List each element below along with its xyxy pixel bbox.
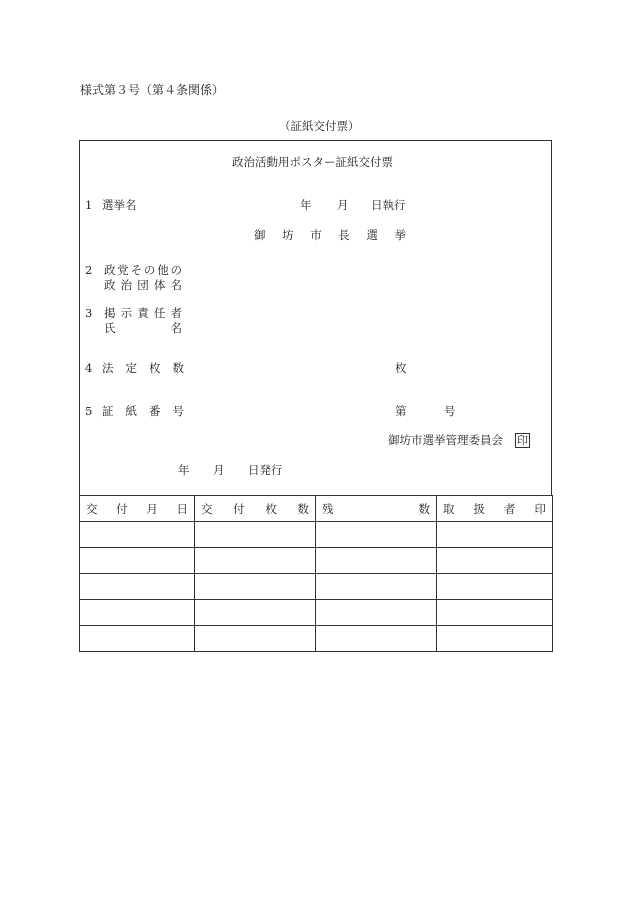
item5-prefix: 第 [395,404,407,418]
table-cell[interactable] [80,600,195,626]
item5-suffix: 号 [444,404,456,418]
issue-year: 年 [178,463,190,477]
table-cell[interactable] [316,626,437,652]
ledger-header-row [80,496,553,522]
col-remaining: 残 数 [316,496,437,522]
table-cell[interactable] [316,522,437,548]
seal-mark: 印 [517,434,528,447]
table-row [80,522,553,548]
table-cell[interactable] [437,522,553,548]
table-cell[interactable] [316,548,437,574]
table-cell[interactable] [316,600,437,626]
table-cell[interactable] [80,548,195,574]
table-cell[interactable] [80,574,195,600]
item1-label: 選挙名 [102,198,137,212]
table-cell[interactable] [195,574,316,600]
table-cell[interactable] [80,522,195,548]
table-cell[interactable] [437,548,553,574]
issuer-name: 御坊市選挙管理委員会 [388,433,503,447]
table-cell[interactable] [195,626,316,652]
document-title: 政治活動用ポスター証紙交付票 [232,155,393,169]
table-row [80,626,553,652]
item2-label-line1: 政 党 そ の 他 の [104,263,182,277]
table-cell[interactable] [195,600,316,626]
table-cell[interactable] [195,548,316,574]
item1-year: 年 [300,198,312,212]
election-name: 御 坊 市 長 選 挙 [254,228,406,242]
issuer-line [388,433,530,448]
item1-day-exec: 日執行 [371,198,406,212]
col-issue-date: 交 付 月 日 [80,496,195,522]
table-row [80,574,553,600]
table-cell[interactable] [195,522,316,548]
item3-label-line1: 掲 示 責 任 者 [104,306,182,320]
item3-label-line2: 氏 名 [104,321,182,335]
table-cell[interactable] [437,574,553,600]
item1-number: 1 [85,198,93,212]
table-row [80,600,553,626]
form-number: 様式第３号（第４条関係） [80,83,225,97]
item1-month: 月 [337,198,349,212]
item4-unit: 枚 [395,361,407,375]
table-cell[interactable] [80,626,195,652]
col-issue-count: 交 付 枚 数 [195,496,316,522]
item3-number: 3 [85,306,93,320]
col-handler-seal: 取 扱 者 印 [437,496,553,522]
table-cell[interactable] [316,574,437,600]
item5-number: 5 [85,404,93,418]
issue-month: 月 [213,463,225,477]
table-cell[interactable] [437,600,553,626]
table-cell[interactable] [437,626,553,652]
item2-label-line2: 政 治 団 体 名 [104,278,182,292]
table-row [80,548,553,574]
form-name: （証紙交付票） [279,119,360,133]
item2-number: 2 [85,263,93,277]
item4-number: 4 [85,361,93,375]
item4-label: 法 定 枚 数 [102,361,184,375]
item5-label: 証 紙 番 号 [102,404,184,418]
issue-ledger-table [79,495,553,652]
issue-day: 日発行 [248,463,283,477]
